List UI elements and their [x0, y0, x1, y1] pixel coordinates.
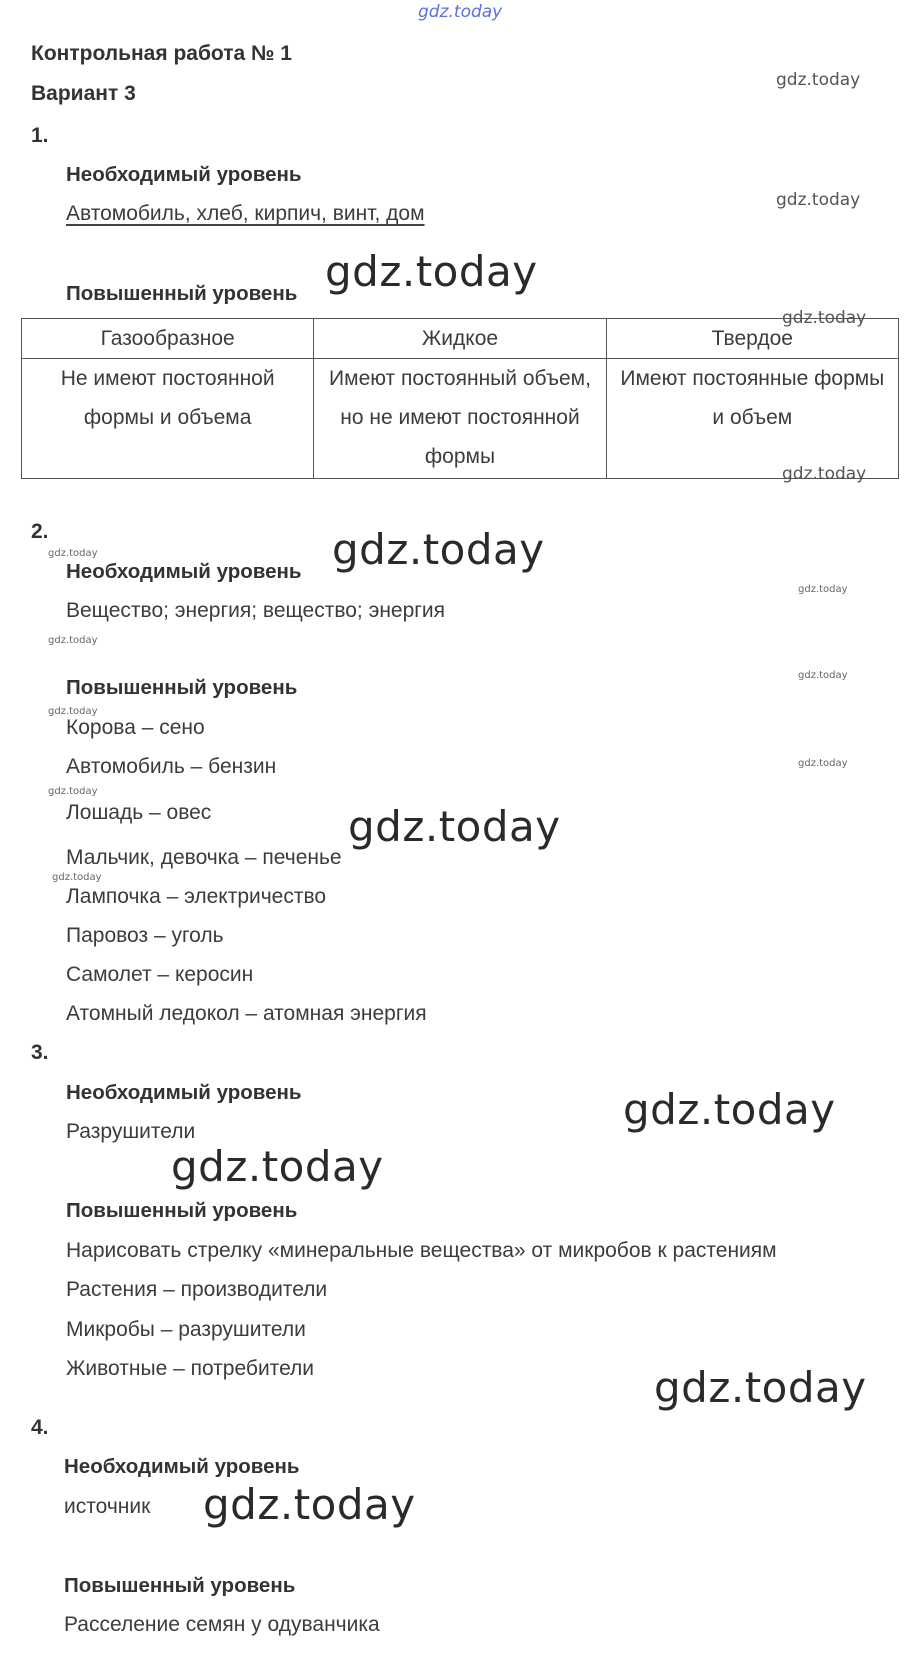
- table-header: Жидкое: [314, 319, 606, 359]
- list-item: Паровоз – уголь: [66, 924, 224, 947]
- q4-answer-required: источник: [64, 1495, 151, 1518]
- list-item: Растения – производители: [66, 1278, 328, 1301]
- list-item: Животные – потребители: [66, 1357, 315, 1380]
- table-cell: Имеют постоянные формы и объем: [606, 359, 898, 479]
- watermark: gdz.today: [798, 584, 848, 595]
- watermark: gdz.today: [52, 872, 102, 883]
- q1-answer-required: Автомобиль, хлеб, кирпич, винт, дом: [66, 202, 425, 225]
- watermark: gdz.today: [48, 548, 98, 559]
- question-3-number: 3.: [31, 1041, 49, 1064]
- list-item: Лампочка – электричество: [66, 885, 327, 908]
- q4-level-advanced: Повышенный уровень: [64, 1574, 296, 1597]
- q3-level-advanced: Повышенный уровень: [66, 1199, 298, 1222]
- watermark: gdz.today: [332, 525, 545, 574]
- q1-level-required: Необходимый уровень: [66, 163, 302, 186]
- question-1-number: 1.: [31, 124, 49, 147]
- list-item: Корова – сено: [66, 716, 205, 739]
- q2-level-required: Необходимый уровень: [66, 560, 302, 583]
- watermark-top: gdz.today: [418, 2, 503, 22]
- watermark: gdz.today: [203, 1480, 416, 1529]
- list-item: Лошадь – овес: [66, 801, 212, 824]
- variant-label: Вариант 3: [31, 82, 136, 105]
- table-cell: Не имеют постоянной формы и объема: [22, 359, 314, 479]
- table-cell: Имеют постоянный объем, но не имеют постоянной формы: [314, 359, 606, 479]
- watermark: gdz.today: [348, 802, 561, 851]
- list-item: Микробы – разрушители: [66, 1318, 306, 1341]
- watermark: gdz.today: [654, 1363, 867, 1412]
- table-header: Газообразное: [22, 319, 314, 359]
- watermark: gdz.today: [798, 670, 848, 681]
- watermark: gdz.today: [48, 635, 98, 646]
- list-item: Самолет – керосин: [66, 963, 254, 986]
- list-item: Автомобиль – бензин: [66, 755, 277, 778]
- q3-level-required: Необходимый уровень: [66, 1081, 302, 1104]
- q3-answer-required: Разрушители: [66, 1120, 196, 1143]
- watermark: gdz.today: [623, 1085, 836, 1134]
- list-item: Мальчик, девочка – печенье: [66, 846, 342, 869]
- q2-answer-required: Вещество; энергия; вещество; энергия: [66, 599, 446, 622]
- table-header: Твердое: [606, 319, 898, 359]
- q1-level-advanced: Повышенный уровень: [66, 282, 298, 305]
- watermark: gdz.today: [782, 464, 867, 484]
- list-item: Атомный ледокол – атомная энергия: [66, 1002, 427, 1025]
- watermark: gdz.today: [798, 758, 848, 769]
- watermark: gdz.today: [171, 1142, 384, 1191]
- watermark: gdz.today: [776, 190, 861, 210]
- question-4-number: 4.: [31, 1416, 49, 1439]
- question-2-number: 2.: [31, 520, 49, 543]
- q2-level-advanced: Повышенный уровень: [66, 676, 298, 699]
- watermark: gdz.today: [776, 70, 861, 90]
- watermark: gdz.today: [325, 247, 538, 296]
- q4-answer-advanced: Расселение семян у одуванчика: [64, 1613, 380, 1636]
- list-item: Нарисовать стрелку «минеральные вещества» от микробов к растениям: [66, 1239, 777, 1262]
- watermark: gdz.today: [48, 786, 98, 797]
- q4-level-required: Необходимый уровень: [64, 1455, 300, 1478]
- watermark: gdz.today: [48, 706, 98, 717]
- watermark: gdz.today: [782, 308, 867, 328]
- states-of-matter-table: [21, 318, 899, 479]
- page-title: Контрольная работа № 1: [31, 42, 292, 65]
